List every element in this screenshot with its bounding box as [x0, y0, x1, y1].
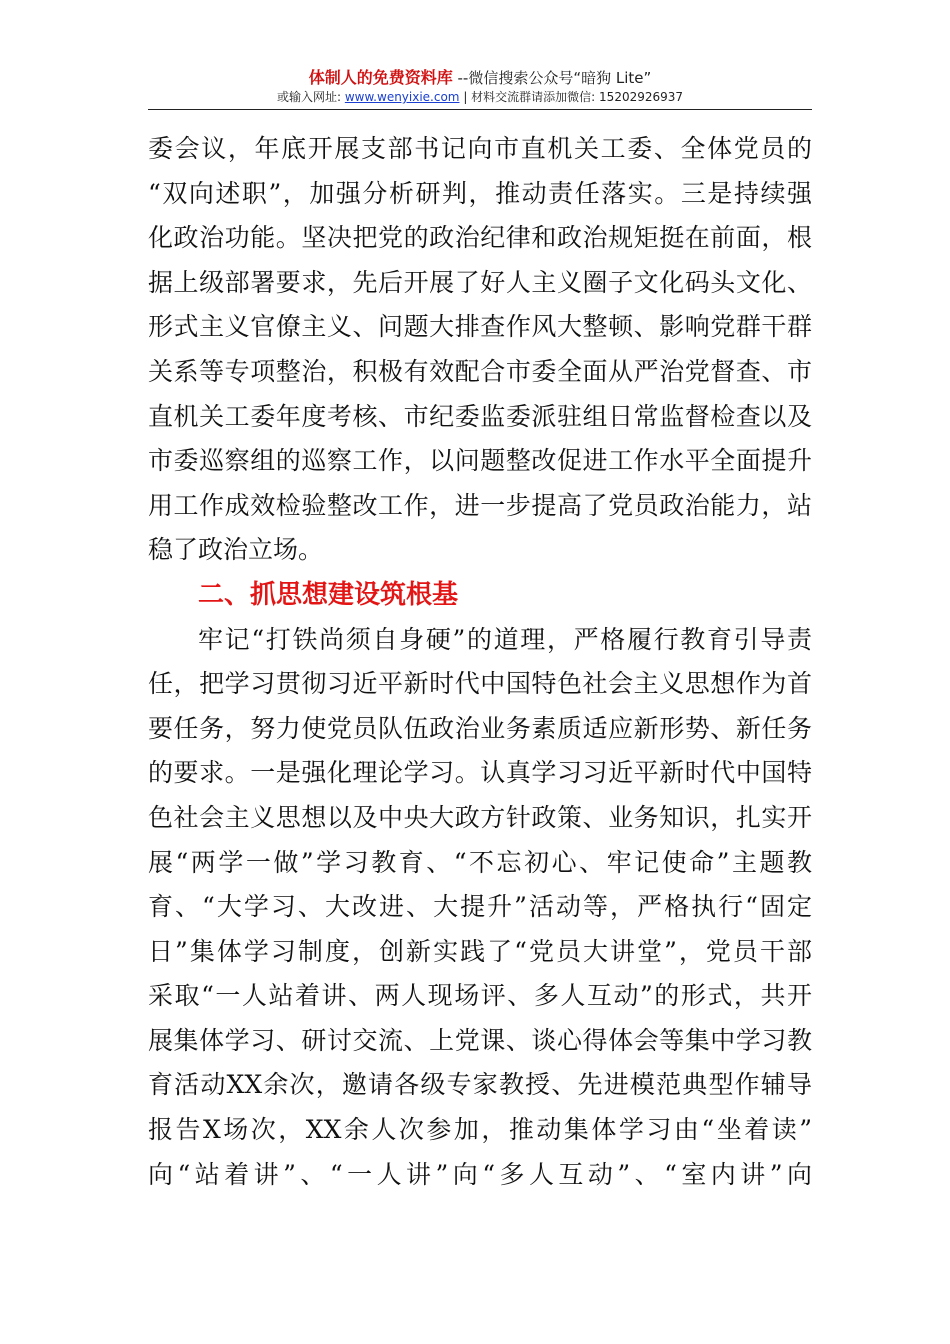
paragraph-line: 育活动XX余次，邀请各级专家教授、先进模范典型作辅导 — [148, 1070, 812, 1100]
paragraph-line: 采取“一人站着讲、两人现场评、多人互动”的形式，共开 — [148, 981, 812, 1011]
header-subtitle: --微信搜索公众号“暗狗 Lite” — [457, 69, 652, 87]
header-contact-suffix: | 材料交流群请添加微信: 15202926937 — [463, 90, 684, 104]
paragraph-line: 关系等专项整治，积极有效配合市委全面从严治党督查、市 — [148, 356, 812, 386]
paragraph-line: 要任务，努力使党员队伍政治业务素质适应新形势、新任务 — [148, 713, 812, 743]
paragraph-line: 展“两学一做”学习教育、“不忘初心、牢记使命”主题教 — [148, 847, 812, 877]
paragraph-2 — [148, 618, 812, 1198]
paragraph-line: 日”集体学习制度，创新实践了“党员大讲堂”，党员干部 — [148, 936, 812, 966]
paragraph-line: 直机关工委年度考核、市纪委监委派驻组日常监督检查以及 — [148, 401, 812, 431]
document-body — [148, 127, 812, 1197]
paragraph-line: 展集体学习、研讨交流、上党课、谈心得体会等集中学习教 — [148, 1025, 812, 1055]
header-brand: 体制人的免费资料库 — [308, 68, 453, 87]
page-header — [148, 68, 812, 106]
paragraph-line: “双向述职”，加强分析研判，推动责任落实。三是持续强 — [148, 178, 812, 208]
header-url-prefix: 或输入网址: — [276, 90, 342, 104]
paragraph-line: 形式主义官僚主义、问题大排查作风大整顿、影响党群干群 — [148, 312, 812, 342]
paragraph-line: 委会议，年底开展支部书记向市直机关工委、全体党员的 — [148, 134, 812, 163]
paragraph-line: 报告X场次，XX余人次参加，推动集体学习由“坐着读” — [148, 1115, 812, 1145]
paragraph-line: 牢记“打铁尚须自身硬”的道理，严格履行教育引导责 — [198, 624, 812, 654]
paragraph-line: 化政治功能。坚决把党的政治纪律和政治规矩挺在前面，根 — [148, 223, 812, 253]
header-contact-line — [148, 88, 812, 106]
header-title-line — [148, 68, 812, 88]
paragraph-line: 的要求。一是强化理论学习。认真学习习近平新时代中国特 — [148, 758, 812, 788]
section-heading: 二、抓思想建设筑根基 — [198, 579, 459, 610]
paragraph-line: 市委巡察组的巡察工作，以问题整改促进工作水平全面提升 — [148, 446, 812, 476]
paragraph-1 — [148, 127, 812, 573]
paragraph-line: 色社会主义思想以及中央大政方针政策、业务知识，扎实开 — [148, 802, 812, 832]
paragraph-line: 用工作成效检验整改工作，进一步提高了党员政治能力，站 — [148, 490, 812, 520]
paragraph-line: 稳了政治立场。 — [148, 535, 324, 565]
paragraph-line: 育、“大学习、大改进、大提升”活动等，严格执行“固定 — [148, 892, 812, 922]
header-url-link[interactable]: www.wenyixie.com — [344, 90, 460, 104]
paragraph-line: 据上级部署要求，先后开展了好人主义圈子文化码头文化、 — [148, 267, 812, 297]
paragraph-line: 向“站着讲”、“一人讲”向“多人互动”、“室内讲”向 — [148, 1159, 812, 1189]
header-divider — [148, 109, 812, 110]
paragraph-line: 任，把学习贯彻习近平新时代中国特色社会主义思想作为首 — [148, 669, 812, 699]
